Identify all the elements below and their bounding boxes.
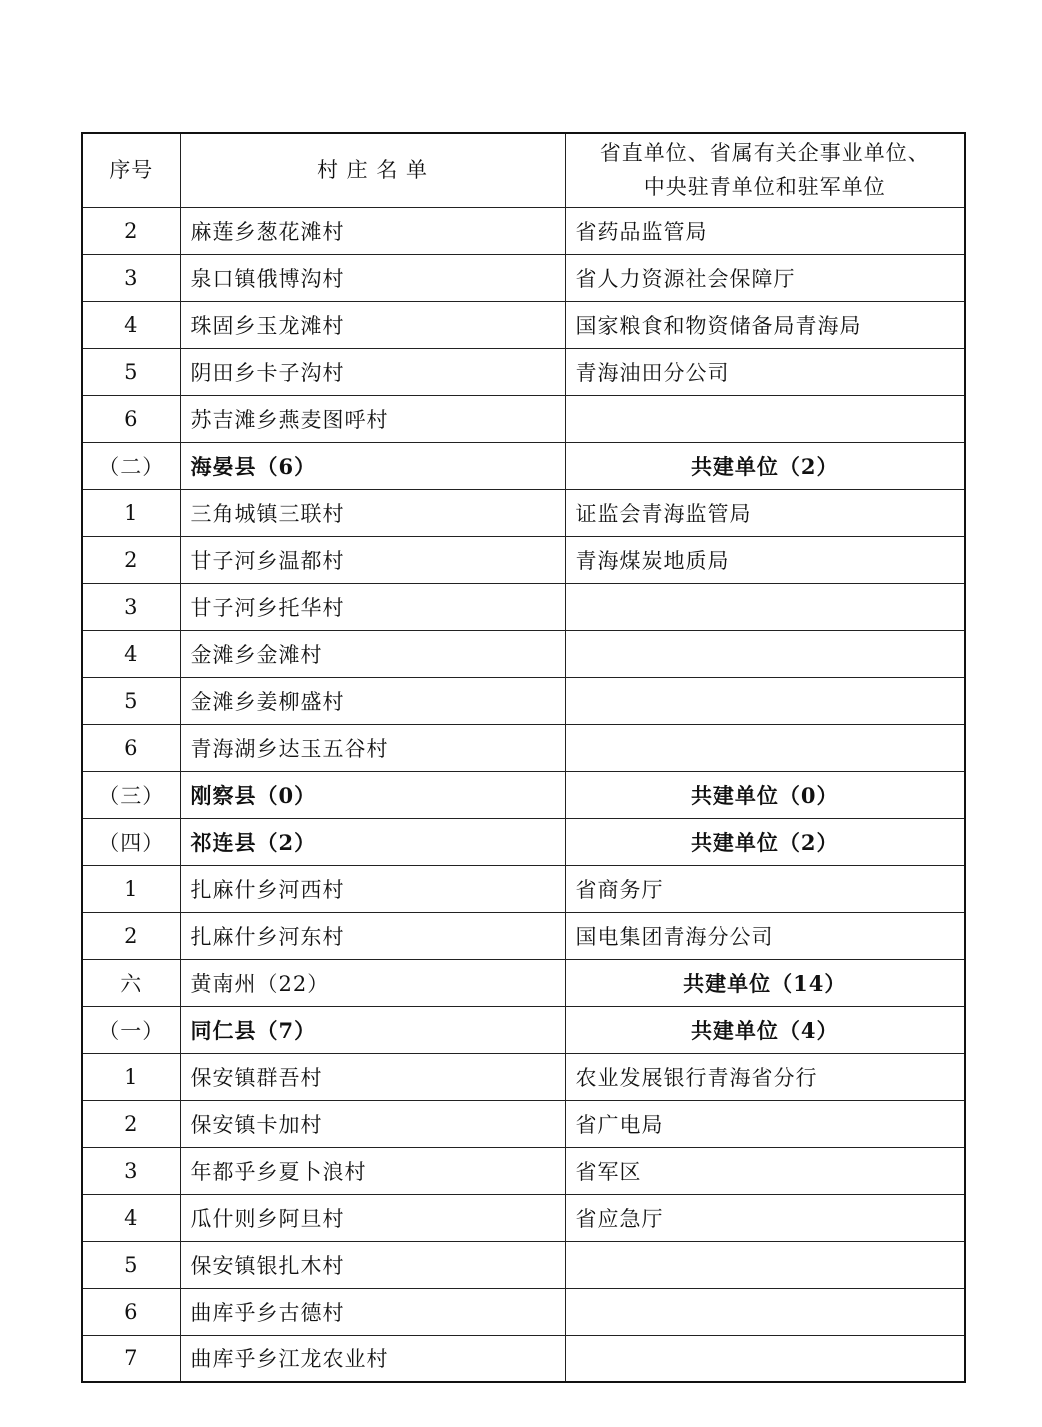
table-row: [82, 442, 965, 489]
row-index: （一）: [82, 1006, 180, 1053]
table-row: [82, 1053, 965, 1100]
assigned-unit: [565, 1335, 965, 1382]
assigned-unit: 青海煤炭地质局: [565, 536, 965, 583]
village-name: 曲库乎乡江龙农业村: [180, 1335, 565, 1382]
village-name: 甘子河乡温都村: [180, 536, 565, 583]
assigned-unit: 共建单位（2）: [565, 818, 965, 865]
village-name: 曲库乎乡古德村: [180, 1288, 565, 1335]
assigned-unit: [565, 583, 965, 630]
table-row: [82, 912, 965, 959]
row-index: 2: [82, 207, 180, 254]
row-index: 1: [82, 865, 180, 912]
assigned-unit: 共建单位（4）: [565, 1006, 965, 1053]
assigned-unit: [565, 1241, 965, 1288]
row-index: （四）: [82, 818, 180, 865]
village-name: 同仁县（7）: [180, 1006, 565, 1053]
assigned-unit: 共建单位（0）: [565, 771, 965, 818]
village-name: 海晏县（6）: [180, 442, 565, 489]
assigned-unit: 共建单位（2）: [565, 442, 965, 489]
row-index: （三）: [82, 771, 180, 818]
table-row: [82, 630, 965, 677]
table-header-row: [82, 133, 965, 207]
village-name: 泉口镇俄博沟村: [180, 254, 565, 301]
table-row: [82, 865, 965, 912]
row-index: 5: [82, 677, 180, 724]
assigned-unit: 省应急厅: [565, 1194, 965, 1241]
village-name: 青海湖乡达玉五谷村: [180, 724, 565, 771]
row-index: 4: [82, 630, 180, 677]
village-name: 金滩乡姜柳盛村: [180, 677, 565, 724]
village-name: 阴田乡卡子沟村: [180, 348, 565, 395]
table-row: [82, 1288, 965, 1335]
table-row: [82, 1335, 965, 1382]
table-row: [82, 1006, 965, 1053]
row-index: 2: [82, 1100, 180, 1147]
assigned-unit: 证监会青海监管局: [565, 489, 965, 536]
assigned-unit: 省广电局: [565, 1100, 965, 1147]
assigned-unit: [565, 677, 965, 724]
assigned-unit: [565, 724, 965, 771]
village-name: 年都乎乡夏卜浪村: [180, 1147, 565, 1194]
row-index: 2: [82, 912, 180, 959]
village-name: 三角城镇三联村: [180, 489, 565, 536]
row-index: 6: [82, 724, 180, 771]
table-row: [82, 489, 965, 536]
row-index: 4: [82, 301, 180, 348]
header-units-line2: 中央驻青单位和驻军单位: [643, 175, 886, 200]
village-unit-table: [81, 132, 966, 1383]
assigned-unit: [565, 395, 965, 442]
assigned-unit: [565, 630, 965, 677]
table-row: [82, 959, 965, 1006]
village-name: 刚察县（0）: [180, 771, 565, 818]
village-name: 金滩乡金滩村: [180, 630, 565, 677]
table-row: [82, 583, 965, 630]
village-name: 保安镇群吾村: [180, 1053, 565, 1100]
row-index: 3: [82, 254, 180, 301]
village-name: 苏吉滩乡燕麦图呼村: [180, 395, 565, 442]
village-name: 黄南州（22）: [180, 959, 565, 1006]
row-index: 3: [82, 1147, 180, 1194]
assigned-unit: 国电集团青海分公司: [565, 912, 965, 959]
table-body: [82, 207, 965, 1382]
village-name: 麻莲乡葱花滩村: [180, 207, 565, 254]
table-row: [82, 395, 965, 442]
header-units: [565, 133, 965, 207]
assigned-unit: 青海油田分公司: [565, 348, 965, 395]
table-row: [82, 724, 965, 771]
row-index: 4: [82, 1194, 180, 1241]
village-name: 甘子河乡托华村: [180, 583, 565, 630]
table-row: [82, 301, 965, 348]
table-row: [82, 677, 965, 724]
row-index: 3: [82, 583, 180, 630]
assigned-unit: [565, 1288, 965, 1335]
assigned-unit: 国家粮食和物资储备局青海局: [565, 301, 965, 348]
table-row: [82, 771, 965, 818]
table-row: [82, 1241, 965, 1288]
assigned-unit: 省商务厅: [565, 865, 965, 912]
village-name: 祁连县（2）: [180, 818, 565, 865]
village-name: 瓜什则乡阿旦村: [180, 1194, 565, 1241]
row-index: 5: [82, 348, 180, 395]
village-name: 保安镇卡加村: [180, 1100, 565, 1147]
row-index: 2: [82, 536, 180, 583]
row-index: 6: [82, 395, 180, 442]
village-name: 扎麻什乡河西村: [180, 865, 565, 912]
assigned-unit: 省军区: [565, 1147, 965, 1194]
header-village-list: 村 庄 名 单: [180, 133, 565, 207]
row-index: （二）: [82, 442, 180, 489]
village-name: 扎麻什乡河东村: [180, 912, 565, 959]
village-name: 保安镇银扎木村: [180, 1241, 565, 1288]
assigned-unit: 农业发展银行青海省分行: [565, 1053, 965, 1100]
assigned-unit: 共建单位（14）: [565, 959, 965, 1006]
row-index: 5: [82, 1241, 180, 1288]
table-row: [82, 254, 965, 301]
table-row: [82, 818, 965, 865]
row-index: 1: [82, 1053, 180, 1100]
table-row: [82, 348, 965, 395]
assigned-unit: 省药品监管局: [565, 207, 965, 254]
header-units-line1: 省直单位、省属有关企事业单位、: [599, 141, 930, 166]
table-row: [82, 1147, 965, 1194]
village-name: 珠固乡玉龙滩村: [180, 301, 565, 348]
row-index: 6: [82, 1288, 180, 1335]
header-index: 序号: [82, 133, 180, 207]
table-row: [82, 207, 965, 254]
row-index: 六: [82, 959, 180, 1006]
table-row: [82, 1100, 965, 1147]
table-row: [82, 536, 965, 583]
assigned-unit: 省人力资源社会保障厅: [565, 254, 965, 301]
row-index: 7: [82, 1335, 180, 1382]
row-index: 1: [82, 489, 180, 536]
table-row: [82, 1194, 965, 1241]
